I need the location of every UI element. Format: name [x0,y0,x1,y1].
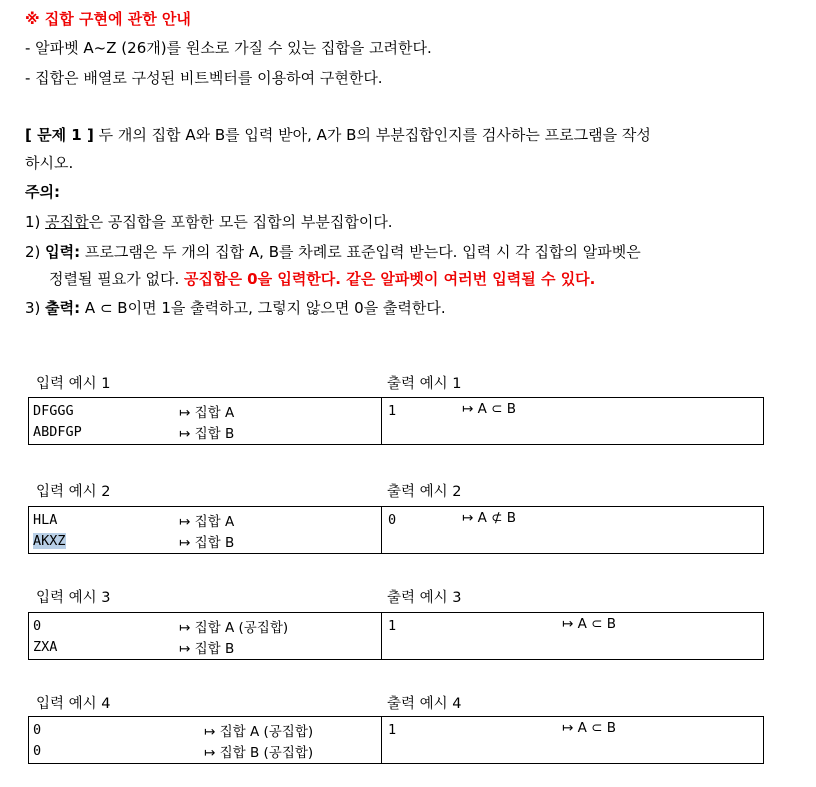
example-1-output: 1 [388,403,397,419]
input-label: 입력: [45,243,81,261]
example-4-input-head: 입력 예시 4 [36,696,111,712]
example-3-input-head: 입력 예시 3 [36,590,111,606]
example-3-note-a: ↦ 집합 A (공집합) [179,620,289,636]
notice-title: ※ 집합 구현에 관한 안내 [25,10,191,28]
problem-text: 두 개의 집합 A와 B를 입력 받아, A가 B의 부분집합인지를 검사하는 프로그램을 작성 [93,126,651,144]
example-3-output-head: 출력 예시 3 [387,590,462,606]
problem-line-2: 하시오. [25,154,74,172]
item-text: 정렬될 필요가 없다. [49,270,184,288]
example-2-input-head: 입력 예시 2 [36,484,111,500]
problem-line-1 [25,124,651,145]
example-3-note-b: ↦ 집합 B [179,641,235,657]
item-number: 1) [25,213,46,231]
example-1-note-a: ↦ 집합 A [179,405,235,421]
empty-set-term: 공집합 [45,213,89,231]
example-1-note-b: ↦ 집합 B [179,426,235,442]
example-4-output-head: 출력 예시 4 [387,696,462,712]
example-4-input-a: 0 [33,722,42,738]
item-text: A ⊂ B이면 1을 출력하고, 그렇지 않으면 0을 출력한다. [80,299,446,317]
example-4-output: 1 [388,722,397,738]
example-3-box [28,612,764,660]
output-label: 출력: [45,299,81,317]
example-3-output: 1 [388,618,397,634]
example-2-output: 0 [388,512,397,528]
item-text: 프로그램은 두 개의 집합 A, B를 차례로 표준입력 받는다. 입력 시 각 집합의 알파벳은 [80,243,641,261]
example-1-output-note: ↦ A ⊂ B [462,401,516,417]
example-1-input-b: ABDFGP [33,424,82,440]
example-2-input-a: HLA [33,512,58,528]
example-4-note-a: ↦ 집합 A (공집합) [204,724,314,740]
caution-item-3 [25,297,446,318]
example-2-output-head: 출력 예시 2 [387,484,462,500]
caution-label: 주의: [25,183,60,201]
notice-line-2: - 집합은 배열로 구성된 비트벡터를 이용하여 구현한다. [25,69,383,87]
example-4-box [28,716,764,764]
example-2-note-b: ↦ 집합 B [179,535,235,551]
example-1-output-head: 출력 예시 1 [387,376,462,392]
example-1-input-a: DFGGG [33,403,74,419]
example-2-output-note: ↦ A ⊄ B [462,510,516,526]
example-1-input-head: 입력 예시 1 [36,376,111,392]
caution-item-2-cont [49,268,595,289]
example-2-box [28,506,764,554]
caution-item-1 [25,211,393,232]
item-number: 3) [25,299,46,317]
example-1-box [28,397,764,445]
problem-label: [ 문제 1 ] [25,126,94,144]
item-text: 은 공집합을 포함한 모든 집합의 부분집합이다. [88,213,393,231]
example-3-input-a: 0 [33,618,42,634]
item-number: 2) [25,243,46,261]
example-3-output-note: ↦ A ⊂ B [562,616,616,632]
example-2-note-a: ↦ 집합 A [179,514,235,530]
example-4-note-b: ↦ 집합 B (공집합) [204,745,314,761]
input-note-red: 공집합은 0을 입력한다. 같은 알파벳이 여러번 입력될 수 있다. [184,270,596,288]
example-4-output-note: ↦ A ⊂ B [562,720,616,736]
notice-line-1: - 알파벳 A~Z (26개)를 원소로 가질 수 있는 집합을 고려한다. [25,39,432,57]
example-4-input-b: 0 [33,743,42,759]
caution-item-2 [25,241,641,262]
example-2-input-b: AKXZ [33,533,66,549]
example-3-input-b: ZXA [33,639,58,655]
